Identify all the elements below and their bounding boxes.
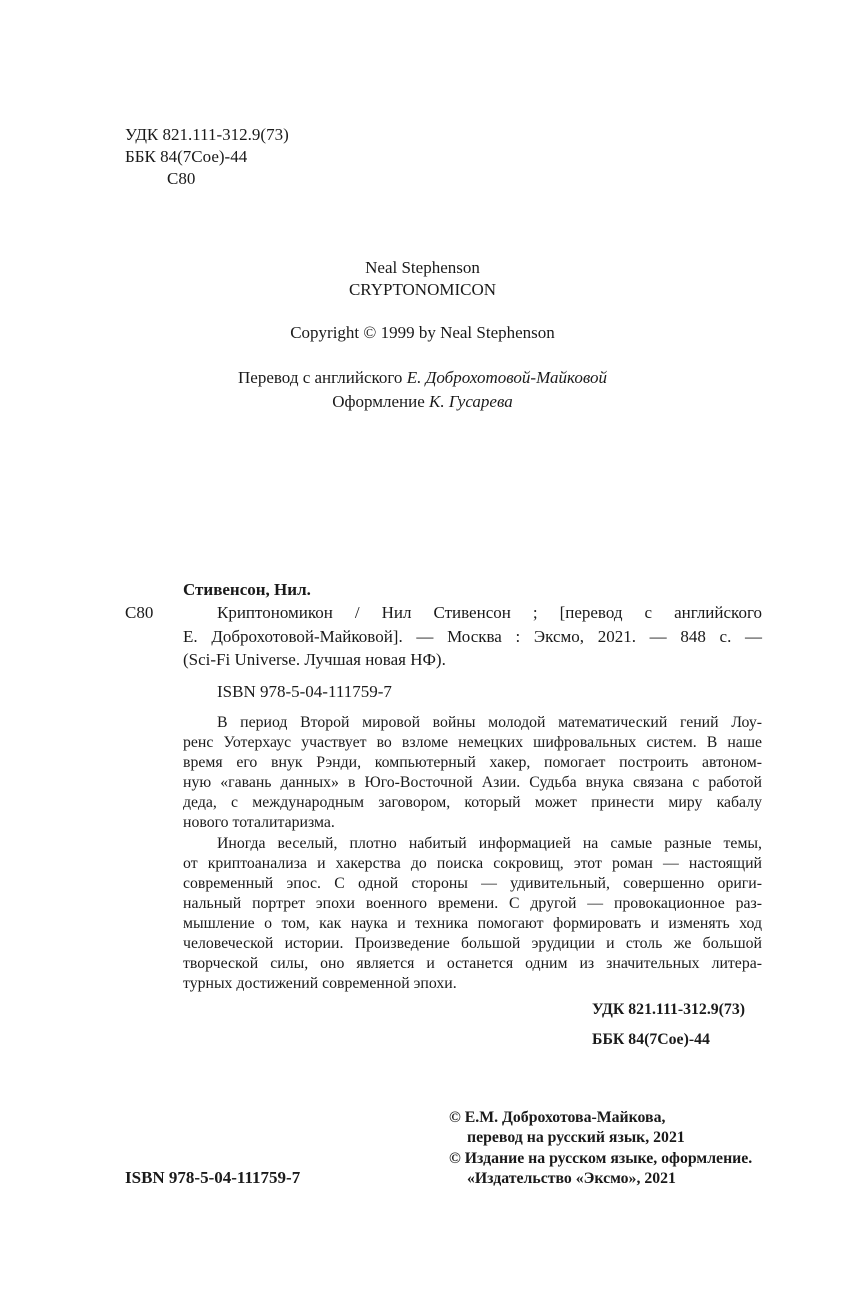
translation-prefix: Перевод с английского [238, 368, 407, 387]
designer-name: К. Гусарева [429, 392, 513, 411]
annotation-p1-line-1: В период Второй мировой войны молодой математический гений Лоу- [217, 714, 762, 731]
copyright-edition-line-2: «Издательство «Эксмо», 2021 [467, 1170, 676, 1187]
copyright-translation-line-1: © Е.М. Доброхотова-Майкова, [449, 1109, 666, 1126]
catalog-isbn: ISBN 978-5-04-111759-7 [217, 682, 392, 701]
annotation-p2-line-5: мышление о том, как наука и техника помогают формировать и изменять ход [183, 915, 762, 932]
original-copyright: Copyright © 1999 by Neal Stephenson [290, 323, 555, 342]
catalog-description-line-1: Криптономикон / Нил Стивенсон ; [перевод с английского [217, 603, 762, 622]
catalog-heading: Стивенсон, Нил. [183, 580, 311, 599]
annotation-p2-line-8: турных достижений современной эпохи. [183, 975, 457, 992]
design-credit [0, 391, 845, 413]
catalog-description-line-3: (Sci-Fi Universe. Лучшая новая НФ). [183, 650, 446, 669]
copyright-translation-line-2: перевод на русский язык, 2021 [467, 1129, 685, 1146]
udk-code-top: УДК 821.111-312.9(73) [125, 125, 289, 144]
translator-name: Е. Доброхотовой-Майковой [406, 368, 607, 387]
translation-credit [0, 367, 845, 389]
annotation-p2-line-3: современный эпос. С одной стороны — удивительный, совершенно ориги- [183, 875, 762, 892]
annotation-p2-line-6: человеческой истории. Произведение большой эрудиции и столь же большой [183, 935, 762, 952]
catalog-description-line-2: Е. Доброхотовой-Майковой]. — Москва : Эксмо, 2021. — 848 с. — [183, 627, 762, 646]
annotation-p1-line-2: ренс Уотерхаус участвует во взломе немецких шифровальных систем. В наше [183, 734, 762, 751]
annotation-p2-line-7: творческой силы, оно является и останется одним из значительных литера- [183, 955, 762, 972]
catalog-author-mark: С80 [125, 603, 154, 622]
annotation-p2-line-2: от криптоанализа и хакерства до поиска сокровищ, этот роман — настоящий [183, 855, 762, 872]
annotation-p1-line-5: деда, с международным заговором, который может принести миру кабалу [183, 794, 762, 811]
annotation-p1-line-3: время его внук Рэнди, компьютерный хакер, помогает построить автоном- [183, 754, 762, 771]
annotation-p2-line-4: нальный портрет эпохи военного времени. С другой — провокационное раз- [183, 895, 762, 912]
design-prefix: Оформление [332, 392, 430, 411]
udk-code-bottom: УДК 821.111-312.9(73) [592, 1001, 745, 1018]
annotation-p1-line-6: нового тоталитаризма. [183, 814, 335, 831]
bbk-code-top: ББК 84(7Сое)-44 [125, 147, 248, 166]
copyright-edition-line-1: © Издание на русском языке, оформление. [449, 1150, 753, 1167]
footer-isbn: ISBN 978-5-04-111759-7 [125, 1168, 301, 1187]
annotation-p1-line-4: ную «гавань данных» в Юго-Восточной Азии. Судьба внука связана с работой [183, 774, 762, 791]
original-title: CRYPTONOMICON [348, 280, 497, 299]
author-mark-top: С80 [167, 169, 196, 188]
original-author: Neal Stephenson [365, 258, 480, 277]
bbk-code-bottom: ББК 84(7Сое)-44 [592, 1031, 710, 1048]
annotation-p2-line-1: Иногда веселый, плотно набитый информацией на самые разные темы, [217, 835, 762, 852]
